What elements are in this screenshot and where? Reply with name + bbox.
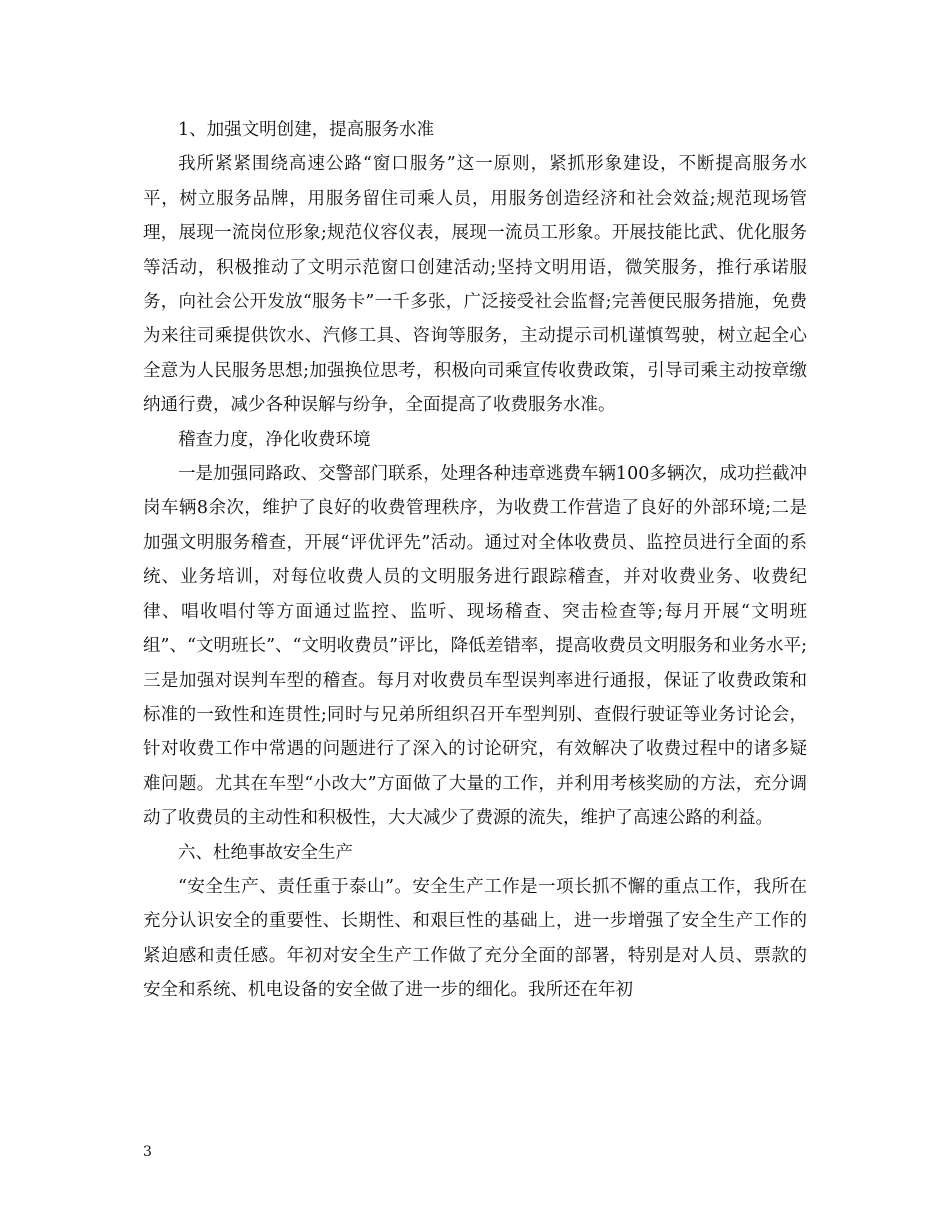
section-heading-safety: 六、杜绝事故安全生产 bbox=[178, 842, 353, 863]
section-heading-inspection: 稽查力度，净化收费环境 bbox=[178, 429, 371, 450]
page-number: 3 bbox=[143, 1144, 152, 1160]
page-body bbox=[143, 113, 807, 1008]
paragraph-safety: “安全生产、责任重于泰山”。安全生产工作是一项长抓不懈的重点工作，我所在充分认识安全的重要性、长期性、和艰巨性的基础上，进一步增强了安全生产工作的紧迫感和责任感。年初对安全生产工作做了充分全面的部署，特别是对人员、票款的安全和系统、机电设备的安全做了进一步的细化。我所还在年初 bbox=[143, 876, 807, 1001]
paragraph-inspection: 一是加强同路政、交警部门联系，处理各种违章逃费车辆100多辆次，成功拦截冲岗车辆8余次，维护了良好的收费管理秩序，为收费工作营造了良好的外部环境;二是加强文明服务稽查，开展“评优评先”活动。通过对全体收费员、监控员进行全面的系统、业务培训，对每位收费人员的文明服务进行跟踪稽查，并对收费业务、收费纪律、唱收唱付等方面通过监控、监听、现场稽查、突击检查等;每月开展“文明班组”、“文明班长”、“文明收费员”评比，降低差错率，提高收费员文明服务和业务水平;三是加强对误判车型的稽查。每月对收费员车型误判率进行通报，保证了收费政策和标准的一致性和连贯性;同时与兄弟所组织召开车型判别、查假行驶证等业务讨论会，针对收费工作中常遇的问题进行了深入的讨论研究，有效解决了收费过程中的诸多疑难问题。尤其在车型“小改大”方面做了大量的工作，并利用考核奖励的方法，充分调动了收费员的主动性和积极性，大大减少了费源的流失，维护了高速公路的利益。 bbox=[143, 464, 807, 829]
paragraph-service: 我所紧紧围绕高速公路“窗口服务”这一原则，紧抓形象建设，不断提高服务水平，树立服务品牌，用服务留住司乘人员，用服务创造经济和社会效益;规范现场管理，展现一流岗位形象;规范仪容仪表，展现一流员工形象。开展技能比武、优化服务等活动，积极推动了文明示范窗口创建活动;坚持文明用语，微笑服务，推行承诺服务，向社会公开发放“服务卡”一千多张，广泛接受社会监督;完善便民服务措施，免费为来往司乘提供饮水、汽修工具、咨询等服务，主动提示司机谨慎驾驶，树立起全心全意为人民服务思想;加强换位思考，积极向司乘宣传收费政策，引导司乘主动按章缴纳通行费，减少各种误解与纷争，全面提高了收费服务水准。 bbox=[143, 154, 807, 416]
section-heading-civilization: 1、加强文明创建，提高服务水准 bbox=[178, 120, 435, 140]
